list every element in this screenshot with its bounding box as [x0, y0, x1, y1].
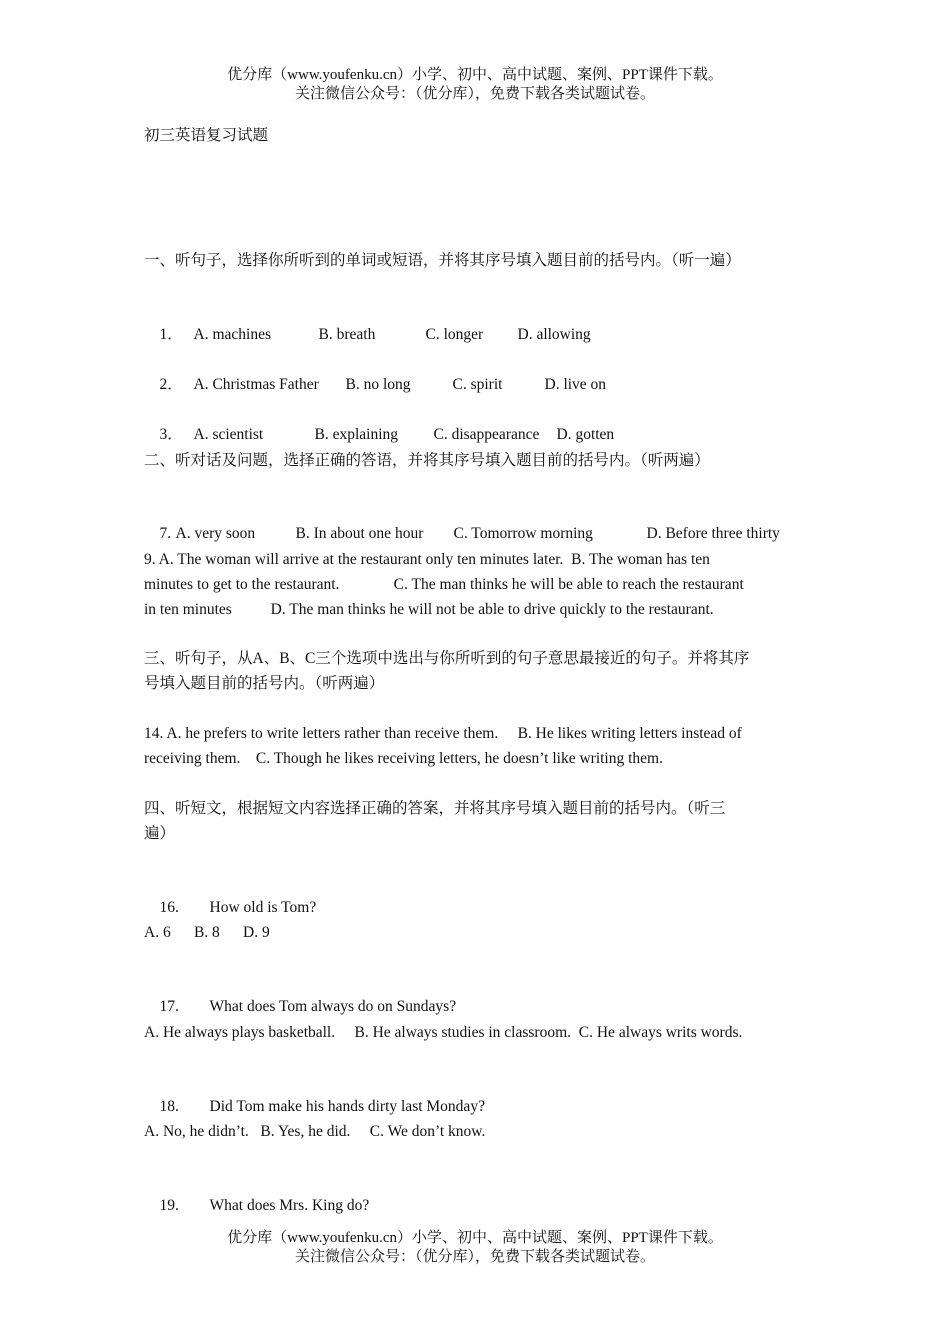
question-9-line-3: in ten minutes D. The man thinks he will not be able to drive quickly to the restaurant. — [144, 601, 714, 618]
option-a: A. machines — [193, 326, 271, 343]
option-c: C. spirit — [452, 376, 503, 393]
section-3-heading-line-2: 号填入题目前的括号内。（听两遍） — [144, 675, 385, 692]
option-b: B. breath — [318, 326, 376, 343]
question-text: What does Mrs. King do? — [209, 1197, 370, 1214]
question-number: 19. — [159, 1197, 179, 1214]
section-4-heading-line-1: 四、听短文，根据短文内容选择正确的答案，并将其序号填入题目前的括号内。（听三 — [144, 800, 726, 817]
footer-line-1: 优分库（www.youfenku.cn）小学、初中、高中试题、案例、PPT课件下载。 — [227, 1230, 723, 1246]
option-d: D. Before three thirty — [646, 525, 780, 542]
option-c: C. disappearance — [433, 426, 540, 443]
option-b: B. explaining — [314, 426, 399, 443]
section-3-heading-line-1: 三、听句子，从A、B、C三个选项中选出与你所听到的句子意思最接近的句子。并将其序 — [144, 650, 750, 667]
question-number: 16. — [159, 899, 179, 916]
question-18-options: A. No, he didn’t. B. Yes, he did. C. We don’t know. — [144, 1123, 486, 1140]
question-9-line-1: 9. A. The woman will arrive at the restaurant only ten minutes later. B. The woman has ten — [144, 551, 710, 568]
option-b: B. no long — [345, 376, 411, 393]
question-text: How old is Tom? — [209, 899, 317, 916]
page-footer — [0, 1229, 950, 1267]
option-a: A. scientist — [193, 426, 264, 443]
question-text: Did Tom make his hands dirty last Monday? — [209, 1098, 485, 1115]
header-line-1: 优分库（www.youfenku.cn）小学、初中、高中试题、案例、PPT课件下载。 — [227, 67, 723, 83]
question-number: 1． — [159, 326, 183, 343]
option-d: D. allowing — [517, 326, 591, 343]
section-1-heading: 一、听句子，选择你所听到的单词或短语，并将其序号填入题目前的括号内。（听一遍） — [144, 252, 741, 269]
section-4-heading-line-2: 遍） — [144, 825, 176, 842]
option-c: C. Tomorrow morning — [453, 525, 593, 542]
question-9-line-2: minutes to get to the restaurant. C. The man thinks he will be able to reach the restaurant — [144, 576, 744, 593]
question-14-line-1: 14. A. he prefers to write letters rather than receive them. B. He likes writing letters instead of — [144, 725, 742, 742]
header-line-2: 关注微信公众号：（优分库），免费下载各类试题试卷。 — [294, 86, 655, 102]
page-header — [0, 66, 950, 104]
option-d: D. live on — [544, 376, 607, 393]
question-number: 2． — [159, 376, 183, 393]
option-b: B. In about one hour — [295, 525, 424, 542]
section-2-heading: 二、听对话及问题，选择正确的答语，并将其序号填入题目前的括号内。（听两遍） — [144, 452, 710, 469]
question-text: What does Tom always do on Sundays? — [209, 998, 457, 1015]
option-a: A. very soon — [175, 525, 256, 542]
option-d: D. gotten — [556, 426, 615, 443]
question-16-options: A. 6 B. 8 D. 9 — [144, 924, 270, 941]
question-number: 3． — [159, 426, 183, 443]
question-17-options: A. He always plays basketball. B. He always studies in classroom. C. He always writs words. — [144, 1024, 743, 1041]
option-a: A. Christmas Father — [193, 376, 319, 393]
footer-line-2: 关注微信公众号：（优分库），免费下载各类试题试卷。 — [294, 1249, 655, 1265]
question-14-line-2: receiving them. C. Though he likes receiving letters, he doesn’t like writing them. — [144, 750, 663, 767]
question-number: 18. — [159, 1098, 179, 1115]
option-c: C. longer — [425, 326, 484, 343]
question-number: 7. — [159, 525, 172, 542]
question-number: 17. — [159, 998, 179, 1015]
document-title: 初三英语复习试题 — [144, 127, 269, 144]
